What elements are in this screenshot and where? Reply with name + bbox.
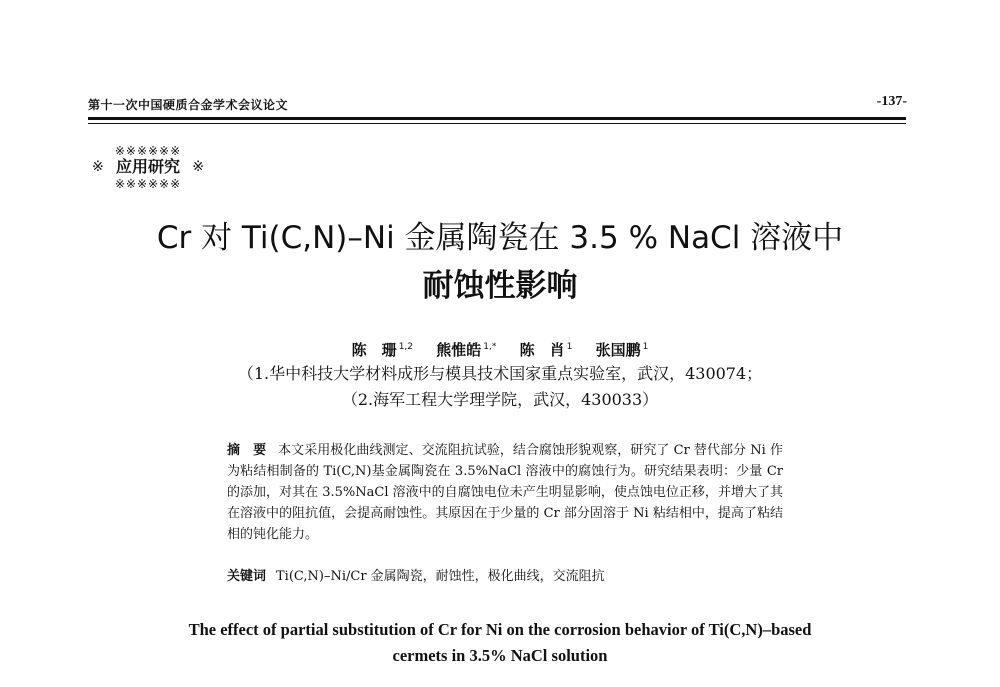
affiliation-line-2: （2.海军工程大学理学院，武汉，430033） <box>341 390 659 409</box>
author <box>352 341 413 359</box>
paper-title-line-2: 耐蚀性影响 <box>422 268 578 304</box>
keywords-label: 关键词 <box>227 569 267 584</box>
page-number: -137- <box>876 94 907 109</box>
ornament-border-bottom: ※※※※※※ <box>114 178 182 190</box>
ornament-border-left: ※ <box>92 159 104 175</box>
author-name: 熊惟皓 <box>436 341 482 359</box>
author <box>520 341 573 359</box>
author <box>436 341 496 359</box>
section-tag <box>92 145 204 191</box>
keywords-text: Ti(C,N)–Ni/Cr 金属陶瓷，耐蚀性，极化曲线，交流阻抗 <box>276 569 605 584</box>
ornament-border-right: ※ <box>192 159 204 175</box>
paper-title-line-1: Cr 对 Ti(C,N)–Ni 金属陶瓷在 3.5 % NaCl 溶液中 <box>156 220 844 256</box>
author-affiliation-mark: 1 <box>566 342 573 352</box>
author-affiliation-mark: 1,2 <box>398 342 414 352</box>
author-affiliation-mark: 1 <box>642 342 649 352</box>
affiliation-line-1: （1.华中科技大学材料成形与模具技术国家重点实验室，武汉，430074； <box>237 364 763 383</box>
abstract-label: 摘 要 <box>227 443 267 458</box>
running-head: 第十一次中国硬质合金学术会议论文 <box>88 98 289 112</box>
abstract <box>227 440 783 545</box>
english-title-line-1: The effect of partial substitution of Cr for Ni on the corrosion behavior of Ti(C,N)–based <box>188 620 812 639</box>
author <box>596 341 649 359</box>
english-title-line-2: cermets in 3.5% NaCl solution <box>392 646 608 665</box>
author-affiliation-mark: 1,* <box>483 342 497 352</box>
author-name: 张国鹏 <box>595 341 641 359</box>
author-name: 陈 肖 <box>519 341 565 359</box>
section-tag-label: 应用研究 <box>115 157 180 176</box>
header-rule-thick <box>88 117 906 120</box>
author-name: 陈 珊 <box>351 341 397 359</box>
keywords <box>227 566 783 587</box>
header-rule-thin <box>88 123 906 124</box>
abstract-text: 本文采用极化曲线测定、交流阻抗试验，结合腐蚀形貌观察，研究了 Cr 替代部分 Ni 作为粘结相制备的 Ti(C,N)基金属陶瓷在 3.5%NaCl 溶液中的腐蚀行为。研究结果表明：少量 Cr 的添加，对其在 3.5%NaCl 溶液中的自腐蚀电位未产生明显影响，使点蚀电位正移，并增大了其在溶液中的阻抗值，会提高耐蚀性。其原因在于少量的 Cr 部分固溶于 Ni 粘结相中，提高了粘结相的钝化能力。 <box>227 443 783 542</box>
ornament-border-top: ※※※※※※ <box>114 145 182 157</box>
author-list <box>0 336 1000 361</box>
